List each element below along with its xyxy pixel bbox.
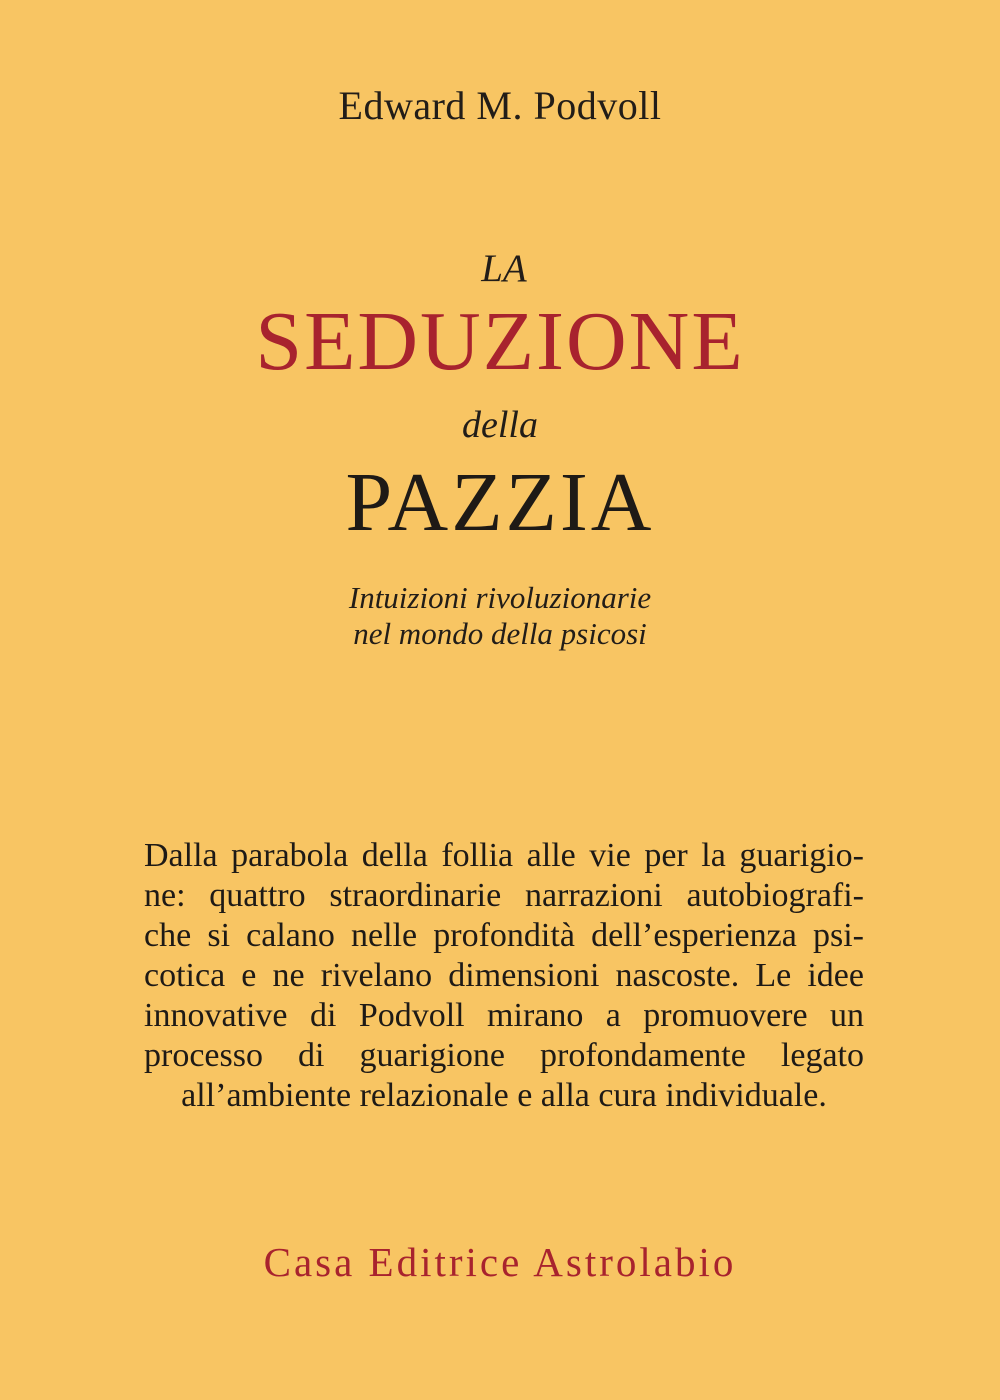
blurb-line: all’ambiente relazionale e alla cura individuale. (181, 1077, 827, 1114)
blurb-line: ne: quattro straordinarie narrazioni autobiografi- (144, 877, 864, 914)
author-name: Edward M. Podvoll (338, 83, 662, 128)
blurb-line: che si calano nelle profondità dell’esperienza psi- (144, 917, 864, 954)
title-article: LA (481, 247, 527, 290)
blurb-line: Dalla parabola della follia alle vie per la guarigio- (144, 837, 864, 874)
blurb-line: cotica e ne rivelano dimensioni nascoste. Le idee (144, 957, 864, 994)
blurb-paragraph (144, 836, 864, 1116)
subtitle (0, 580, 1000, 652)
title-main-word: SEDUZIONE (255, 295, 745, 388)
publisher-name: Casa Editrice Astrolabio (263, 1239, 737, 1285)
title-connector: della (462, 404, 538, 446)
subtitle-line-2: nel mondo della psicosi (353, 616, 647, 651)
blurb-line: processo di guarigione profondamente legato (144, 1037, 864, 1074)
subtitle-line-1: Intuizioni rivoluzionarie (348, 580, 652, 615)
blurb-line: innovative di Podvoll mirano a promuovere un (144, 997, 864, 1034)
title-second-word: PAZZIA (345, 456, 655, 549)
